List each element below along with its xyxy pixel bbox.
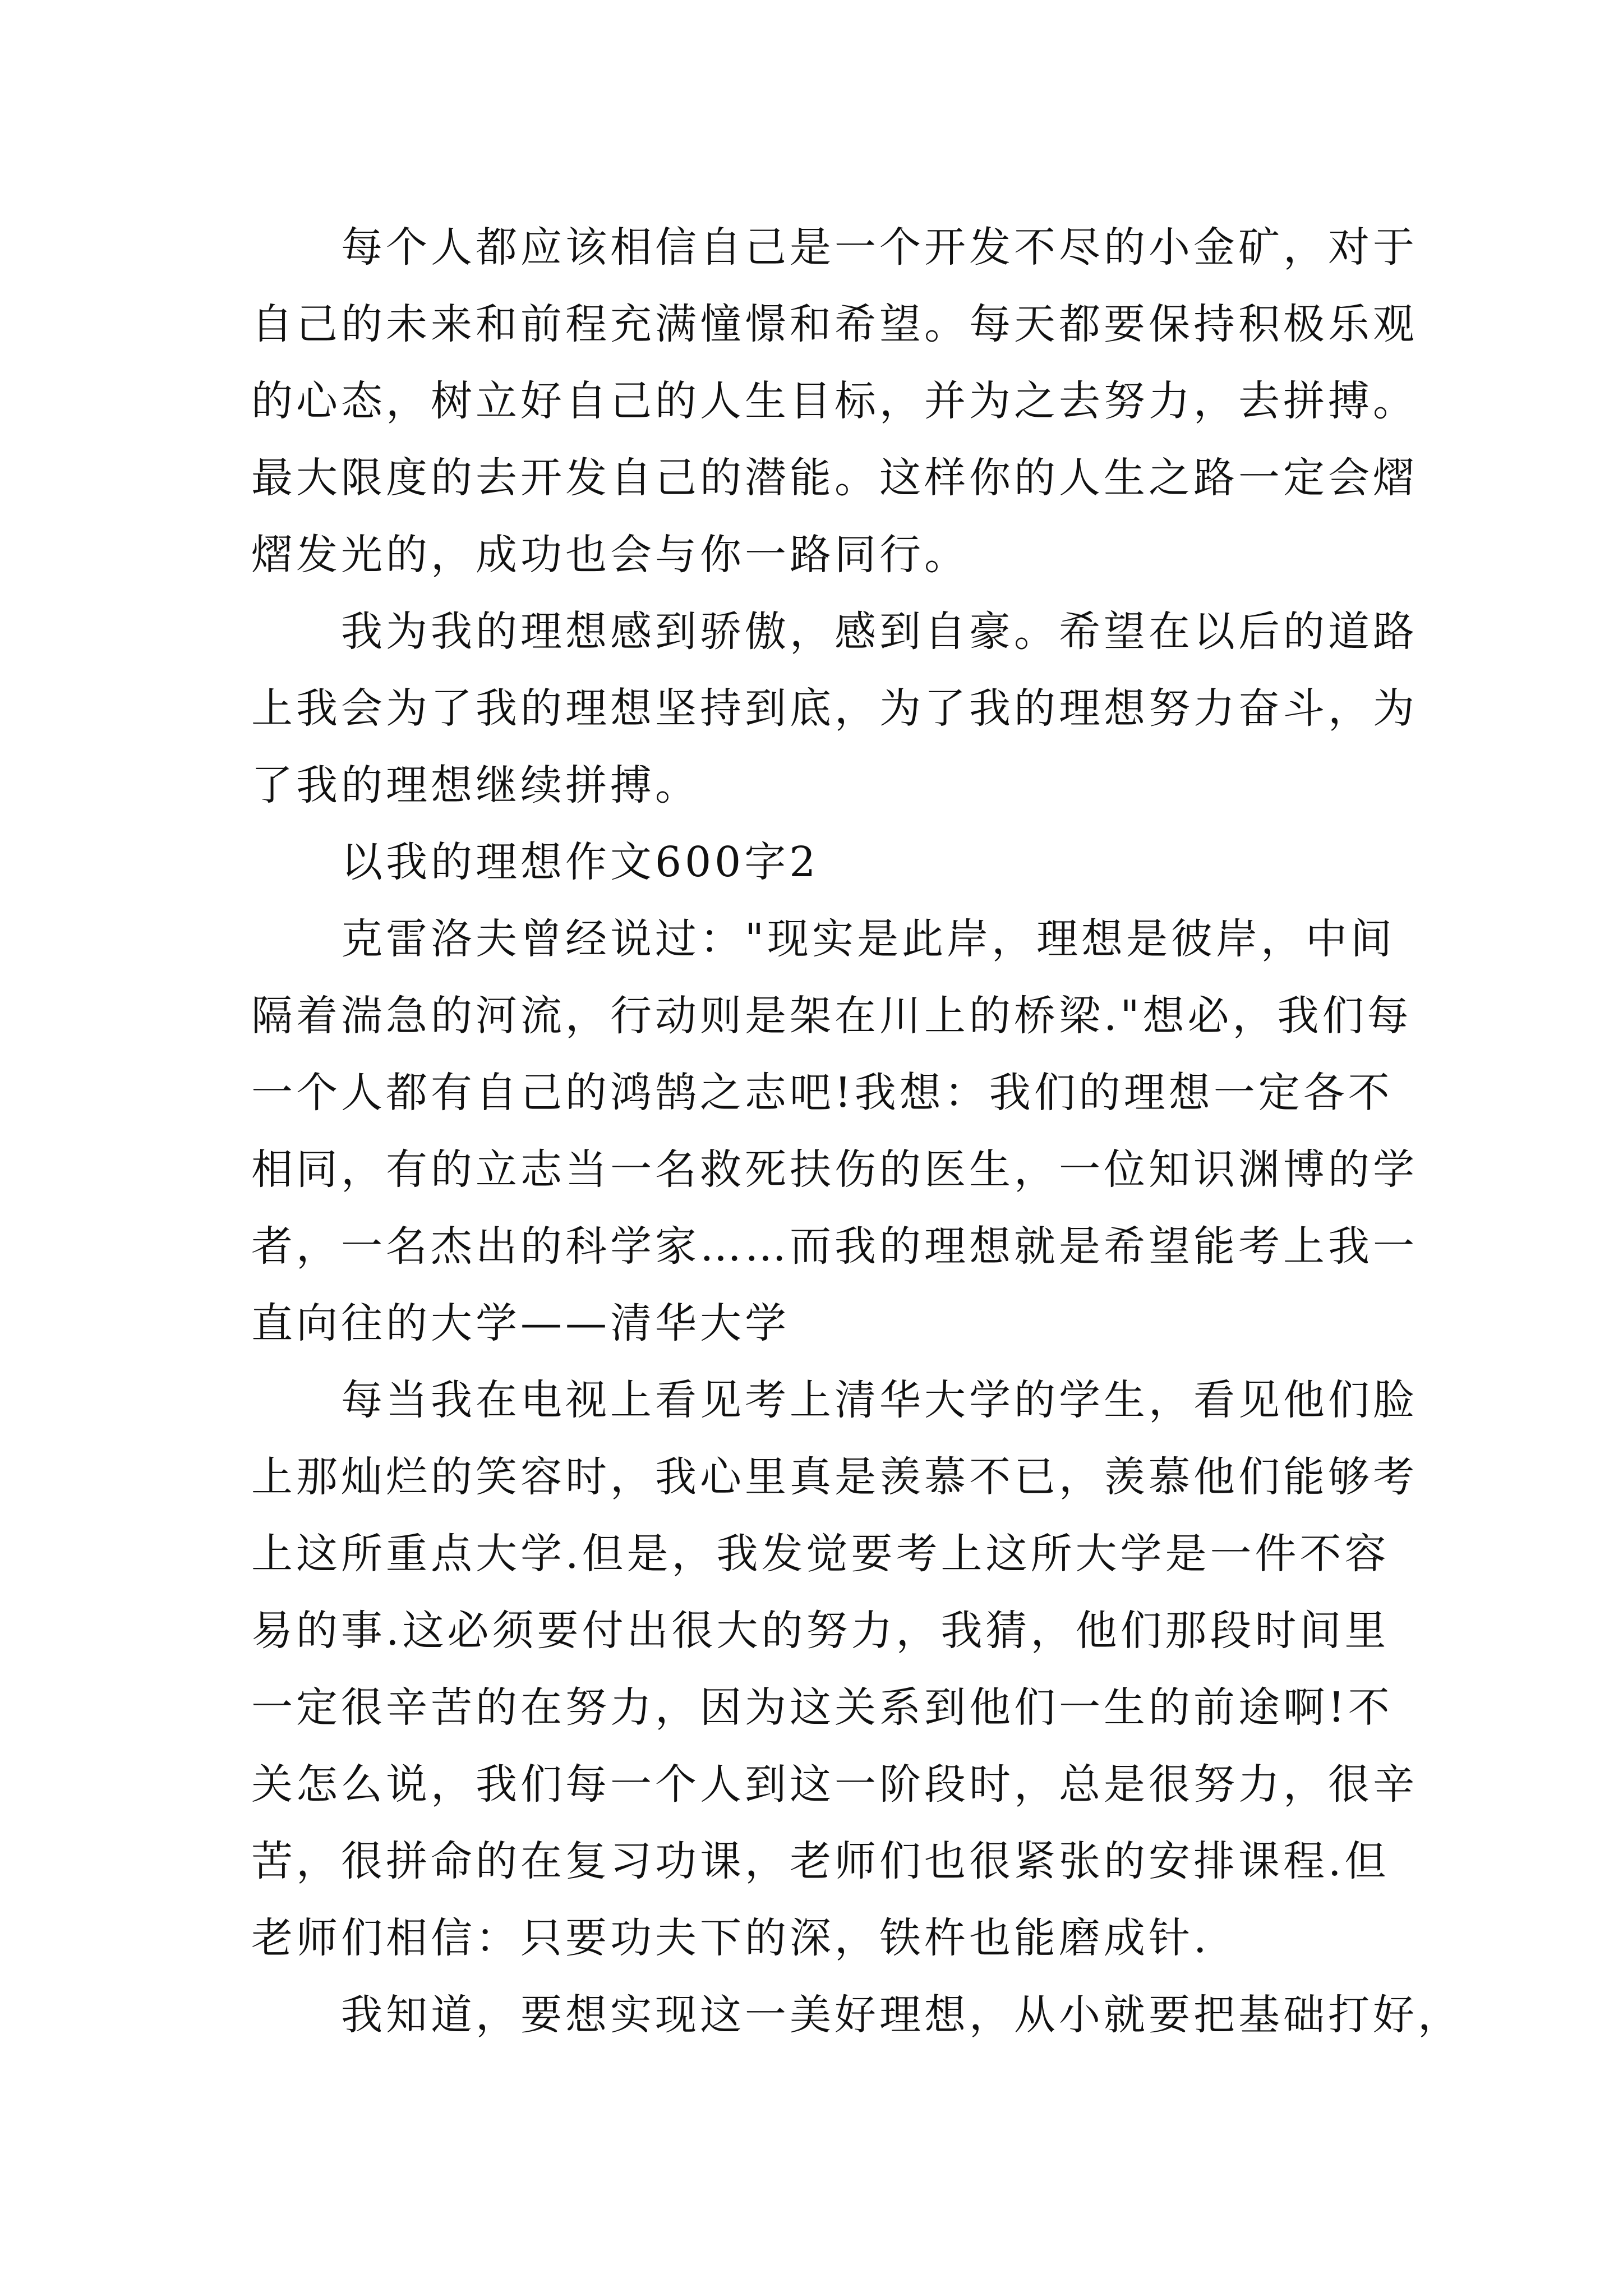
section-heading: 以我的理想作文600字2 (341, 838, 819, 886)
paragraph-line: 了我的理想继续拼搏。 (251, 761, 700, 809)
paragraph-line: 自己的未来和前程充满憧憬和希望。每天都要保持积极乐观 (251, 300, 1418, 348)
paragraph-line: 上这所重点大学.但是，我发觉要考上这所大学是一件不容 (251, 1530, 1390, 1578)
paragraph-line: 我为我的理想感到骄傲，感到自豪。希望在以后的道路 (341, 608, 1418, 656)
paragraph-line: 我知道，要想实现这一美好理想，从小就要把基础打好， (341, 1991, 1463, 2039)
paragraph-line: 易的事.这必须要付出很大的努力，我猜，他们那段时间里 (251, 1607, 1390, 1655)
document-body (251, 209, 1463, 2054)
paragraph-line: 隔着湍急的河流，行动则是架在川上的桥梁."想必，我们每 (251, 992, 1412, 1040)
paragraph-line: 熠发光的，成功也会与你一路同行。 (251, 531, 969, 579)
paragraph-line: 最大限度的去开发自己的潜能。这样你的人生之路一定会熠 (251, 454, 1418, 502)
paragraph-line: 直向往的大学——清华大学 (251, 1299, 790, 1347)
paragraph-line: 相同，有的立志当一名救死扶伤的医生，一位知识渊博的学 (251, 1145, 1418, 1194)
paragraph-line: 每个人都应该相信自己是一个开发不尽的小金矿，对于 (341, 223, 1418, 272)
paragraph-line: 上那灿烂的笑容时，我心里真是羡慕不已，羡慕他们能够考 (251, 1453, 1418, 1501)
paragraph-line: 每当我在电视上看见考上清华大学的学生，看见他们脸 (341, 1376, 1418, 1424)
paragraph-line: 的心态，树立好自己的人生目标，并为之去努力，去拼搏。 (251, 377, 1418, 425)
paragraph-line: 克雷洛夫曾经说过："现实是此岸，理想是彼岸，中间 (341, 915, 1396, 963)
paragraph-line: 者，一名杰出的科学家……而我的理想就是希望能考上我一 (251, 1222, 1418, 1271)
paragraph-line: 关怎么说，我们每一个人到这一阶段时，总是很努力，很辛 (251, 1760, 1418, 1809)
paragraph-line: 老师们相信：只要功夫下的深，铁杵也能磨成针. (251, 1914, 1210, 1962)
paragraph-line: 一定很辛苦的在努力，因为这关系到他们一生的前途啊!不 (251, 1683, 1393, 1732)
paragraph-line: 一个人都有自己的鸿鹄之志吧!我想：我们的理想一定各不 (251, 1069, 1393, 1117)
paragraph-line: 苦，很拼命的在复习功课，老师们也很紧张的安排课程.但 (251, 1837, 1390, 1885)
paragraph-line: 上我会为了我的理想坚持到底，为了我的理想努力奋斗，为 (251, 684, 1418, 733)
